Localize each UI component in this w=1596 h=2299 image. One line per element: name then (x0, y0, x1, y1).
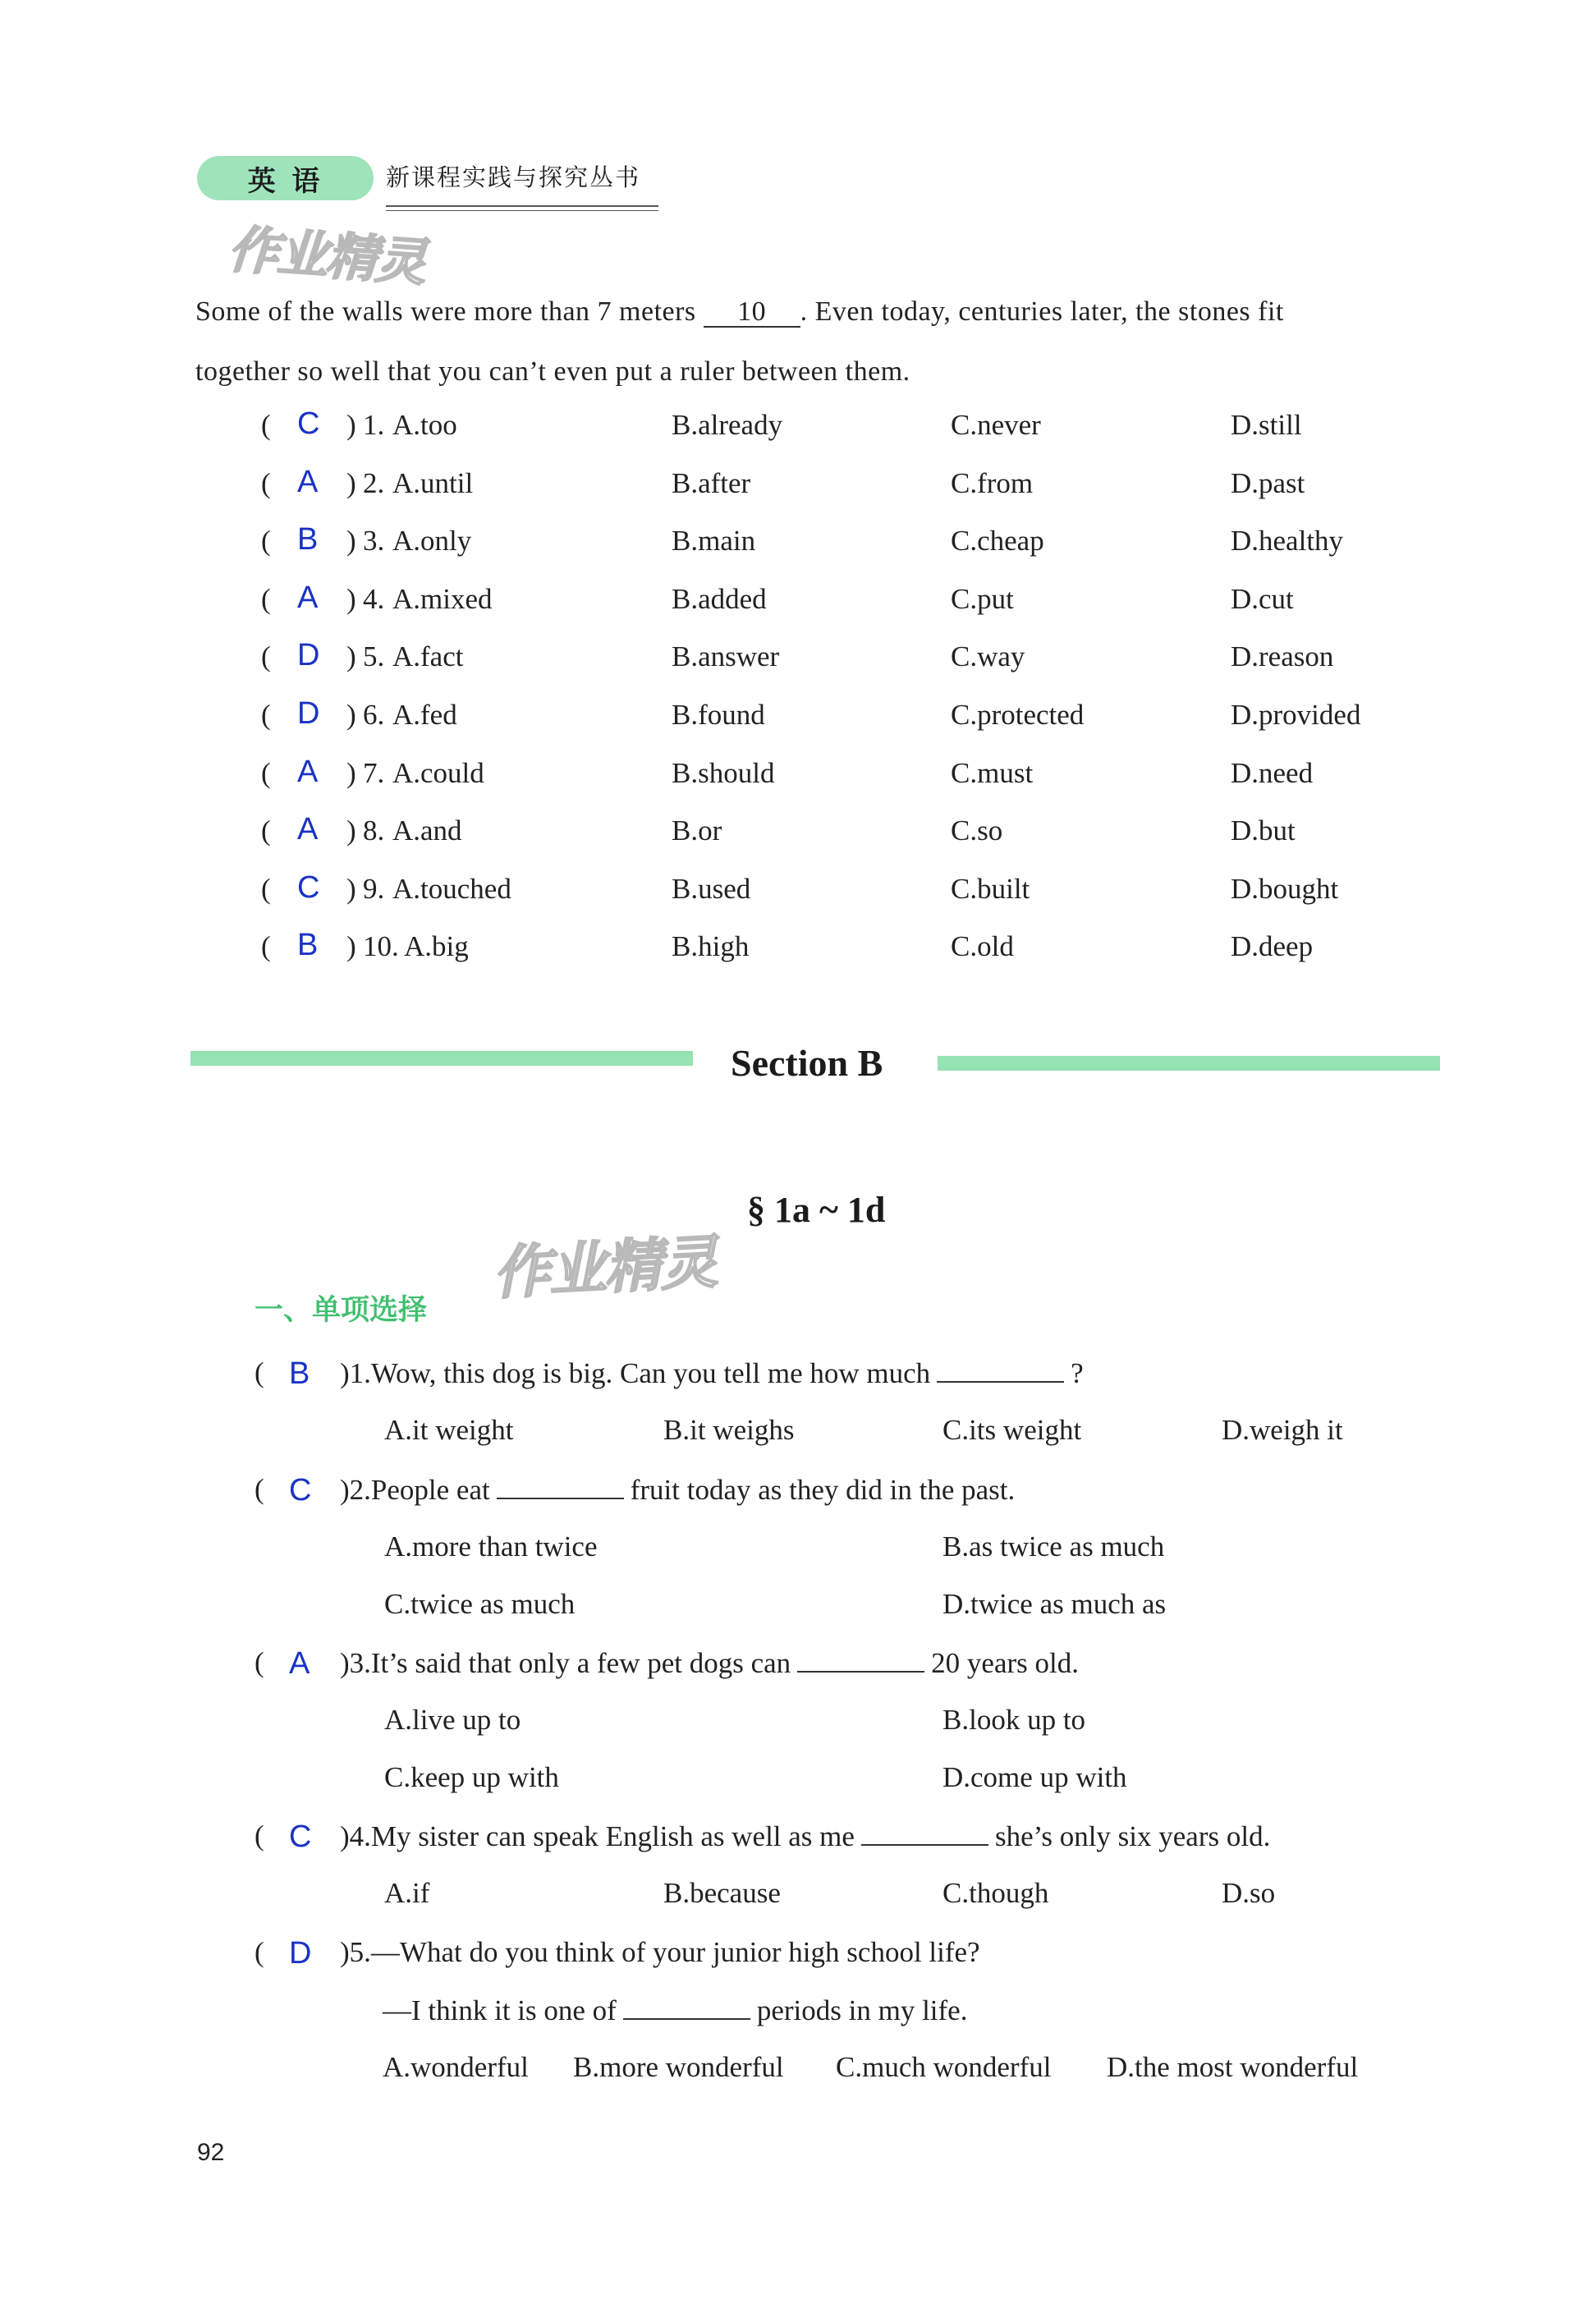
option-c: C.its weight (942, 1414, 1082, 1446)
cloze-row (0, 812, 1596, 864)
question-stem-end: 20 years old. (931, 1647, 1079, 1679)
option-a: A.could (392, 756, 484, 789)
answer-letter: A (297, 754, 319, 789)
answer-blank (797, 1646, 924, 1673)
question-number: 6. (363, 699, 385, 731)
question-number: 4. (363, 582, 385, 615)
answer-letter: C (289, 1473, 312, 1507)
paren-open: ( (255, 1936, 264, 1968)
cloze-row (0, 580, 1596, 632)
question-line (340, 1936, 980, 1969)
answer-blank (861, 1819, 988, 1846)
option-a: A.only (392, 525, 472, 558)
paren-close: ) (346, 525, 356, 558)
cloze-row (0, 870, 1596, 922)
option-c: C.so (951, 815, 1003, 847)
option-b: B.as twice as much (942, 1530, 1165, 1562)
watermark-logo: 作业精灵 (491, 1228, 718, 1308)
option-c: C.much wonderful (836, 2051, 1052, 2083)
option-a: A.live up to (384, 1704, 521, 1736)
question-heading: 一、单项选择 (255, 1294, 428, 1327)
question-line-2 (383, 1994, 967, 2027)
subsection-title: § 1a ~ 1d (747, 1190, 886, 1230)
answer-letter: C (289, 1819, 312, 1854)
option-d: D.reason (1231, 640, 1334, 673)
option-a: A.fact (392, 640, 464, 673)
option-d: D.past (1231, 466, 1305, 499)
answer-letter: B (297, 522, 319, 558)
option-b: B.already (672, 409, 783, 441)
paren-close: ) (346, 582, 356, 615)
paren-open: ( (261, 466, 271, 499)
paren-open: ( (261, 756, 271, 789)
option-a: A.and (392, 815, 462, 847)
question-stem-end: fruit today as they did in the past. (630, 1474, 1016, 1506)
paren-open: ( (255, 1646, 264, 1678)
question-number: 7. (363, 756, 385, 789)
option-c: C.must (951, 756, 1034, 789)
option-c: C.old (951, 930, 1014, 963)
question-stem-end: she’s only six years old. (994, 1820, 1271, 1852)
paren-close: ) (346, 930, 356, 963)
option-b: B.because (663, 1877, 781, 1909)
cloze-row (0, 522, 1596, 574)
header-divider-thin (386, 210, 658, 211)
cloze-row (0, 464, 1596, 516)
question-line (340, 1646, 1079, 1680)
option-c: C.protected (951, 699, 1085, 731)
option-a: A.big (404, 930, 469, 963)
paren-close: ) (346, 640, 356, 673)
answer-letter: A (289, 1646, 310, 1681)
option-d: D.so (1222, 1877, 1276, 1909)
question-number: 3. (363, 525, 385, 558)
answer-letter: C (297, 406, 320, 441)
option-a: A.wonderful (383, 2051, 529, 2083)
paren-close: ) (346, 872, 356, 905)
option-a: A.touched (392, 872, 511, 905)
option-b: B.added (672, 582, 767, 615)
option-c: C.though (942, 1877, 1049, 1909)
passage-line-1 (195, 283, 1443, 341)
paren-close: ) (346, 466, 356, 499)
option-c: C.put (951, 582, 1014, 615)
option-d: D.come up with (942, 1761, 1127, 1793)
option-d: D.need (1231, 756, 1314, 789)
option-b: B.high (672, 930, 750, 963)
option-b: B.should (672, 756, 775, 789)
option-d: D.provided (1231, 699, 1361, 731)
page-number: 92 (197, 2139, 225, 2166)
question-stem: )1.Wow, this dog is big. Can you tell me how much (340, 1357, 931, 1389)
option-a: A.if (384, 1877, 430, 1909)
option-d: D.cut (1231, 582, 1294, 615)
paren-close: ) (346, 756, 356, 789)
option-d: D.weigh it (1222, 1414, 1343, 1446)
option-c: C.keep up with (384, 1761, 559, 1793)
question-line (340, 1356, 1084, 1390)
question-number: 5. (363, 640, 385, 673)
option-a: A.it weight (384, 1414, 514, 1446)
paren-open: ( (261, 815, 271, 847)
answer-letter: D (297, 638, 320, 673)
option-d: D.but (1231, 815, 1296, 847)
option-b: B.answer (672, 640, 780, 673)
series-title: 新课程实践与探究丛书 (386, 163, 641, 191)
answer-letter: C (297, 870, 320, 905)
option-b: B.after (672, 466, 751, 499)
paren-open: ( (255, 1819, 264, 1852)
paren-open: ( (261, 409, 271, 441)
option-c: C.way (951, 640, 1025, 673)
option-a: A.fed (392, 699, 457, 731)
section-title: Section B (731, 1042, 883, 1084)
question-line (340, 1473, 1015, 1507)
option-c: C.never (951, 409, 1041, 441)
option-d: D.still (1231, 409, 1302, 441)
paren-open: ( (255, 1356, 264, 1388)
subject-badge: 英 语 (197, 156, 374, 200)
answer-letter: B (289, 1356, 310, 1391)
option-a: A.more than twice (384, 1530, 598, 1562)
option-b: B.look up to (942, 1704, 1086, 1736)
question-stem: )3.It’s said that only a few pet dogs can (340, 1647, 791, 1679)
option-d: D.twice as much as (942, 1588, 1167, 1620)
answer-letter: D (297, 696, 320, 731)
option-b: B.or (672, 815, 722, 847)
paren-open: ( (261, 640, 271, 673)
option-b: B.used (672, 872, 751, 905)
option-c: C.cheap (951, 525, 1044, 558)
watermark-logo: 作业精灵 (226, 218, 427, 293)
paren-close: ) (346, 815, 356, 847)
passage-text-cont: . Even today, centuries later, the stones fit (800, 296, 1284, 327)
option-b: B.found (672, 699, 765, 731)
answer-letter: A (297, 580, 319, 615)
question-stem-end: ? (1071, 1357, 1084, 1389)
paren-close: ) (346, 699, 356, 731)
cloze-row (0, 406, 1596, 458)
answer-blank (937, 1356, 1064, 1383)
passage-blank-number: 10 (704, 298, 800, 328)
answer-blank (497, 1473, 624, 1499)
question-number: 1. (363, 409, 385, 441)
cloze-row (0, 696, 1596, 748)
question-line (340, 1819, 1270, 1853)
section-bar-right (938, 1056, 1440, 1071)
question-stem: )5.—What do you think of your junior high school life? (340, 1936, 980, 1968)
option-b: B.it weighs (663, 1414, 795, 1446)
option-a: A.too (392, 409, 457, 441)
question-stem: )2.People eat (340, 1474, 490, 1506)
paren-open: ( (261, 872, 271, 905)
answer-blank (623, 1994, 750, 2020)
paren-close: ) (346, 409, 356, 441)
paren-open: ( (255, 1473, 264, 1505)
question-number: 9. (363, 872, 385, 905)
question-stem: )4.My sister can speak English as well as me (340, 1820, 855, 1852)
option-d: D.healthy (1231, 525, 1344, 558)
cloze-row (0, 754, 1596, 806)
paren-open: ( (261, 525, 271, 558)
option-c: C.from (951, 466, 1034, 499)
paren-open: ( (261, 930, 271, 963)
paren-open: ( (261, 582, 271, 615)
cloze-row (0, 930, 1596, 980)
option-c: C.twice as much (384, 1588, 576, 1620)
answer-letter: A (297, 464, 319, 499)
option-d: D.the most wonderful (1107, 2051, 1359, 2083)
option-a: A.until (392, 466, 474, 499)
section-bar-left (190, 1051, 693, 1066)
answer-letter: D (289, 1936, 312, 1971)
question-number: 10. (363, 930, 399, 963)
option-b: B.more wonderful (573, 2051, 784, 2083)
cloze-row (0, 640, 1596, 690)
option-a: A.mixed (392, 582, 493, 615)
question-number: 2. (363, 466, 385, 499)
answer-letter: B (297, 928, 319, 963)
option-c: C.built (951, 872, 1030, 905)
option-d: D.deep (1231, 930, 1314, 963)
question-stem: —I think it is one of (383, 1994, 617, 2026)
passage-line-2: together so well that you can’t even put a ruler between them. (195, 356, 910, 387)
question-number: 8. (363, 815, 385, 847)
answer-letter: A (297, 812, 319, 847)
passage-text: Some of the walls were more than 7 meters (195, 296, 696, 327)
option-d: D.bought (1231, 872, 1339, 905)
header-divider (386, 205, 658, 207)
option-b: B.main (672, 525, 756, 558)
question-stem-end: periods in my life. (756, 1994, 968, 2026)
paren-open: ( (261, 699, 271, 731)
